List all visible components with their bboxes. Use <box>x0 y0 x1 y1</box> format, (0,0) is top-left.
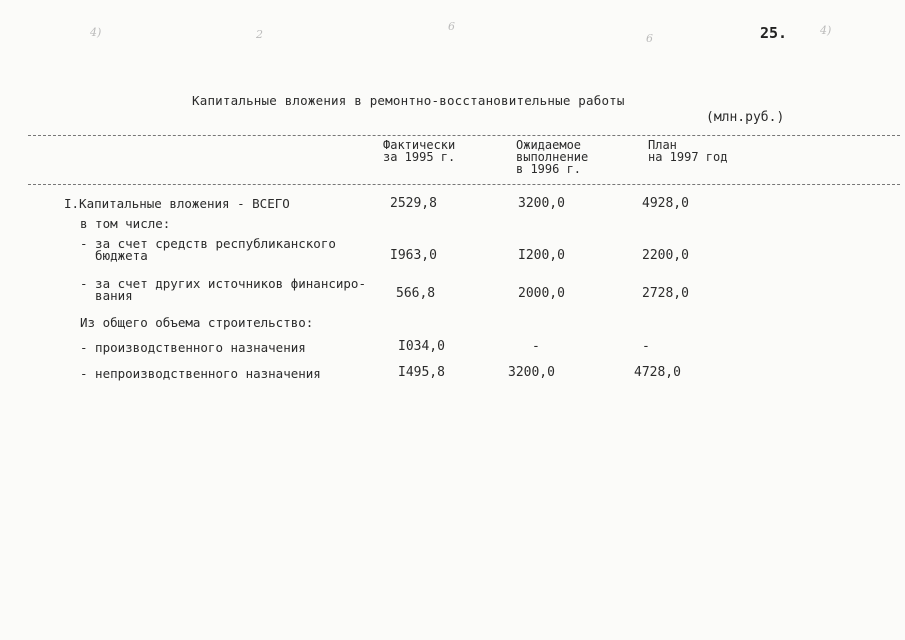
row-label-total: I.Капитальные вложения - ВСЕГО <box>64 196 290 211</box>
cell-other-1997: 2728,0 <box>642 286 689 301</box>
column-header-1995: Фактически за 1995 г. <box>383 138 456 164</box>
row-label-republican-budget: - за счет средств республиканского бюджета <box>80 236 336 263</box>
cell-nonproduction-1997: 4728,0 <box>634 365 681 380</box>
row-label-non-production: - непроизводственного назначения <box>80 366 321 381</box>
cell-total-1996: 3200,0 <box>518 196 565 211</box>
cell-production-1995: I034,0 <box>398 339 445 354</box>
column-header-1996: Ожидаемое выполнение в 1996 г. <box>516 138 589 176</box>
row-label-including: в том числе: <box>80 216 171 231</box>
margin-mark: 6 <box>646 32 653 45</box>
page-title: Капитальные вложения в ремонтно-восстановительные работы <box>192 93 625 108</box>
cell-nonproduction-1995: I495,8 <box>398 365 445 380</box>
margin-mark: 6 <box>448 20 455 33</box>
margin-mark: 2 <box>256 28 263 41</box>
cell-total-1997: 4928,0 <box>642 196 689 211</box>
table-top-rule <box>28 135 900 136</box>
margin-mark: 4) <box>820 24 832 37</box>
cell-total-1995: 2529,8 <box>390 196 437 211</box>
cell-republican-1997: 2200,0 <box>642 248 689 263</box>
cell-other-1996: 2000,0 <box>518 286 565 301</box>
cell-republican-1995: I963,0 <box>390 248 437 263</box>
unit-label: (млн.руб.) <box>706 110 785 125</box>
row-label-production: - производственного назначения <box>80 340 306 355</box>
cell-republican-1996: I200,0 <box>518 248 565 263</box>
margin-mark: 4) <box>90 26 102 39</box>
page-number: 25. <box>760 24 788 42</box>
row-label-other-sources: - за счет других источников финансиро- вания <box>80 276 366 303</box>
row-label-construction: Из общего объема строительство: <box>80 315 314 330</box>
cell-production-1997: - <box>642 339 650 354</box>
table-header-rule <box>28 184 900 185</box>
cell-nonproduction-1996: 3200,0 <box>508 365 555 380</box>
cell-production-1996: - <box>532 339 540 354</box>
column-header-1997: План на 1997 год <box>648 138 728 164</box>
cell-other-1995: 566,8 <box>396 286 436 301</box>
